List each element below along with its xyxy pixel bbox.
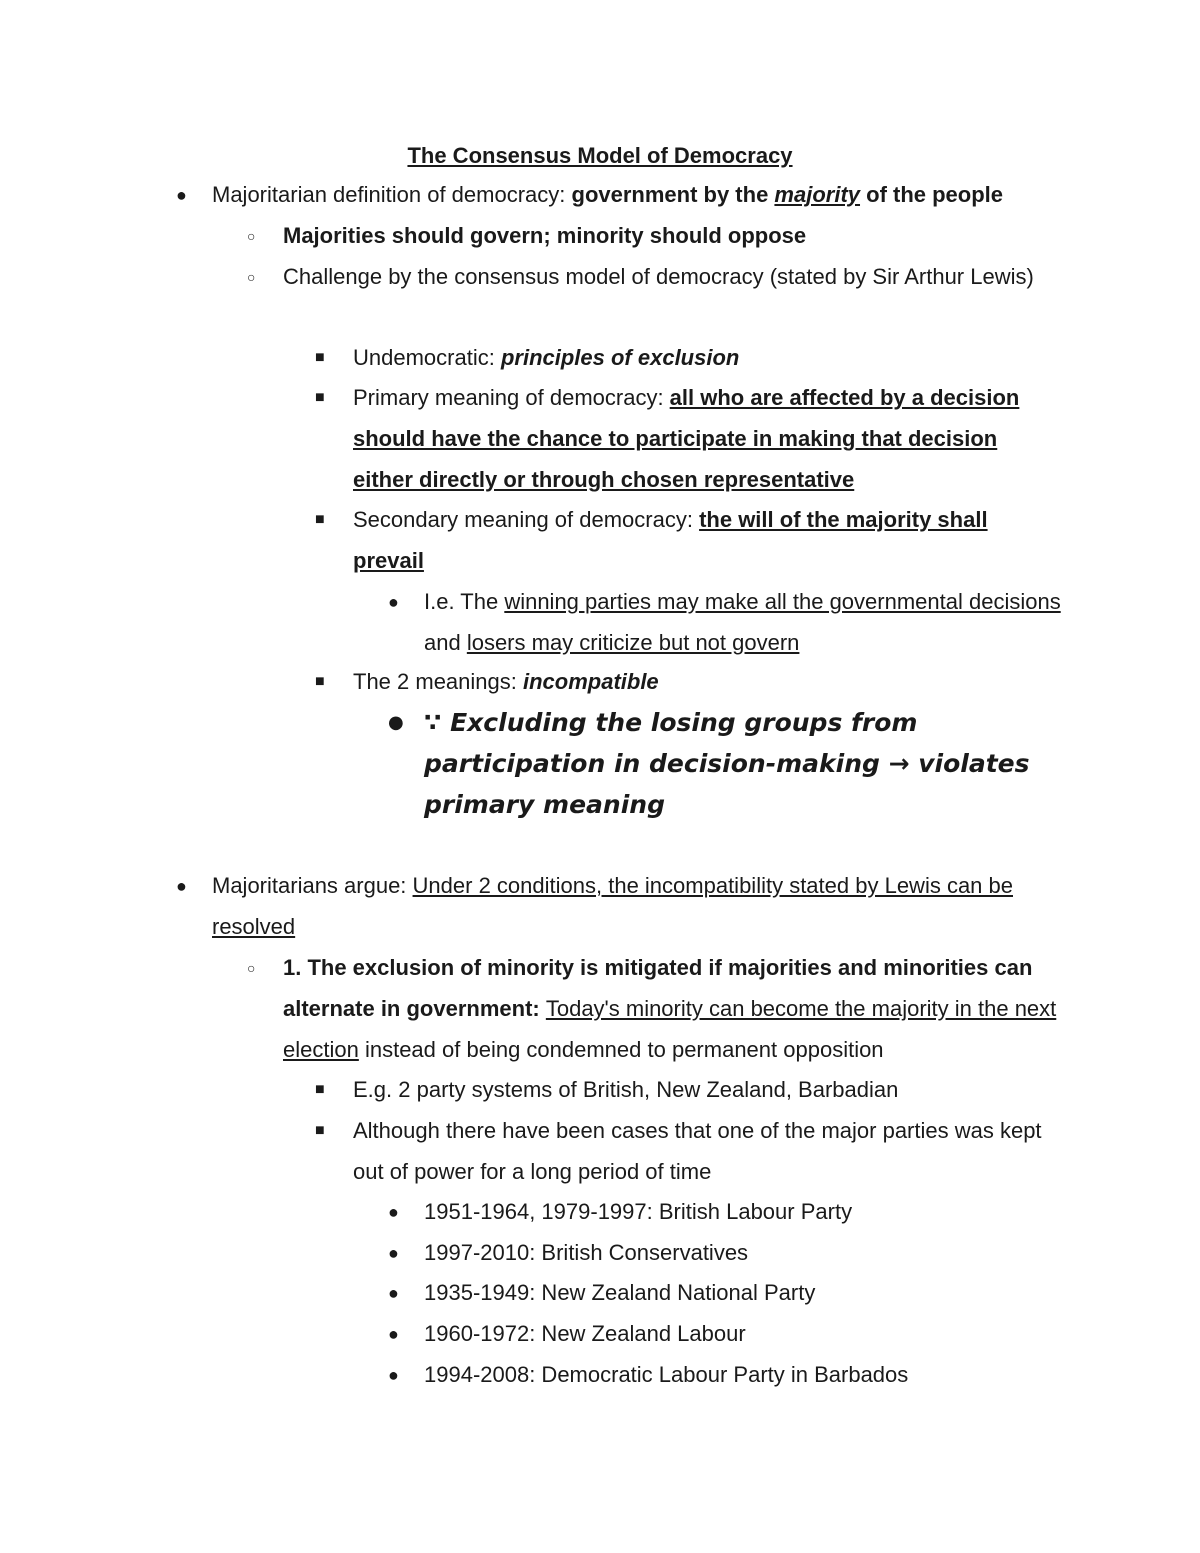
list-item-text bbox=[424, 1355, 1064, 1396]
text-segment: 1997-2010: British Conservatives bbox=[424, 1240, 749, 1265]
text-segment: government by the bbox=[571, 182, 775, 207]
text-segment: ∵ Excluding the losing groups from participation in decision-making → violates primary meaning bbox=[424, 708, 1030, 819]
list-item-text bbox=[353, 378, 1063, 500]
bullet-icon: ● bbox=[388, 1324, 399, 1344]
text-segment: Secondary meaning of democracy: bbox=[353, 507, 700, 532]
list-item-text bbox=[424, 1314, 1064, 1355]
text-segment: Challenge by the consensus model of democracy (stated by Sir Arthur Lewis) bbox=[283, 264, 1034, 289]
list-item-level-3 bbox=[388, 703, 1064, 825]
list-item-level-3 bbox=[388, 1192, 1064, 1233]
list-item-text bbox=[424, 1192, 1064, 1233]
list-item-text bbox=[424, 1273, 1064, 1314]
document-title: The Consensus Model of Democracy bbox=[407, 143, 793, 168]
text-segment: Undemocratic: bbox=[353, 345, 501, 370]
list-item-level-0 bbox=[176, 175, 1072, 216]
bullet-icon: ■ bbox=[315, 1081, 325, 1098]
list-item-text bbox=[283, 948, 1063, 1070]
text-segment: 1. The exclusion of minority is mitigated if majorities and minorities can alternate in government: bbox=[283, 955, 1033, 1021]
text-segment: E.g. 2 party systems of British, New Zealand, Barbadian bbox=[353, 1077, 899, 1102]
text-segment: Majoritarian definition of democracy: bbox=[212, 182, 572, 207]
bullet-icon: ■ bbox=[315, 389, 325, 406]
bullet-icon: ■ bbox=[315, 511, 325, 528]
bullet-icon: ■ bbox=[315, 349, 325, 366]
bullet-icon: ○ bbox=[247, 960, 256, 976]
list-item-level-3 bbox=[388, 1273, 1064, 1314]
text-segment: incompatible bbox=[522, 669, 659, 694]
list-item-text bbox=[424, 703, 1064, 825]
text-segment: instead of being condemned to permanent opposition bbox=[358, 1036, 884, 1062]
list-item-text bbox=[353, 500, 1063, 582]
text-segment: 1960-1972: New Zealand Labour bbox=[424, 1321, 746, 1346]
list-item-text bbox=[353, 1111, 1063, 1193]
list-item-level-2 bbox=[315, 662, 1063, 703]
list-item-text bbox=[353, 338, 1063, 379]
bullet-icon: ● bbox=[176, 185, 187, 205]
list-item-text bbox=[353, 662, 1063, 703]
text-segment: 1935-1949: New Zealand National Party bbox=[424, 1280, 816, 1305]
text-segment: majority bbox=[774, 182, 861, 207]
bullet-icon: ● bbox=[388, 1243, 399, 1263]
text-segment: principles of exclusion bbox=[500, 345, 740, 370]
bullet-icon: ● bbox=[388, 712, 404, 733]
bullet-icon: ● bbox=[388, 592, 399, 612]
list-item-level-3 bbox=[388, 1233, 1064, 1274]
list-item-text bbox=[283, 257, 1063, 298]
text-segment: Majoritarians argue: bbox=[212, 873, 413, 898]
text-segment: The 2 meanings: bbox=[353, 669, 523, 694]
list-item-level-3 bbox=[388, 1355, 1064, 1396]
list-item-level-3 bbox=[388, 1314, 1064, 1355]
list-item-text bbox=[424, 1233, 1064, 1274]
text-segment: 1994-2008: Democratic Labour Party in Barbados bbox=[424, 1362, 909, 1387]
list-item-level-1 bbox=[247, 948, 1063, 1070]
text-segment: 1951-1964, 1979-1997: British Labour Party bbox=[424, 1199, 853, 1224]
bullet-icon: ○ bbox=[247, 228, 256, 244]
list-item-level-2 bbox=[315, 338, 1063, 379]
list-item-text bbox=[353, 1070, 1063, 1111]
list-item-level-2 bbox=[315, 1111, 1063, 1193]
text-segment: the will of the majority shall prevail bbox=[353, 507, 988, 573]
text-segment: Under 2 conditions, the incompatibility stated by Lewis can be resolved bbox=[212, 873, 1013, 939]
bullet-icon: ○ bbox=[247, 269, 256, 285]
list-item-text bbox=[212, 175, 1072, 216]
text-segment: Today's minority can become the majority in the next election bbox=[283, 995, 1057, 1062]
bullet-icon: ■ bbox=[315, 1122, 325, 1139]
list-item-level-2 bbox=[315, 378, 1063, 500]
bullet-icon: ■ bbox=[315, 673, 325, 690]
text-segment: of the people bbox=[860, 182, 1004, 207]
text-segment: Although there have been cases that one of the major parties was kept out of power for a long period of time bbox=[353, 1118, 1042, 1184]
text-segment: Primary meaning of democracy: bbox=[353, 385, 670, 410]
text-segment: winning parties may make all the governmental decisions bbox=[504, 589, 1061, 614]
text-segment: and bbox=[424, 629, 467, 655]
list-item-text bbox=[424, 582, 1064, 664]
list-item-level-2 bbox=[315, 1070, 1063, 1111]
list-item-level-1 bbox=[247, 257, 1063, 298]
list-item-level-1 bbox=[247, 216, 1063, 257]
bullet-icon: ● bbox=[388, 1365, 399, 1385]
list-item-level-2 bbox=[315, 500, 1063, 582]
list-item-text bbox=[212, 866, 1072, 948]
text-segment: Majorities should govern; minority should oppose bbox=[283, 223, 807, 248]
bullet-icon: ● bbox=[176, 876, 187, 896]
list-item-text bbox=[283, 216, 1063, 257]
list-item-level-0 bbox=[176, 866, 1072, 948]
text-segment: losers may criticize but not govern bbox=[466, 629, 800, 655]
text-segment: I.e. The bbox=[424, 589, 505, 614]
bullet-icon: ● bbox=[388, 1283, 399, 1303]
list-item-level-3 bbox=[388, 582, 1064, 664]
bullet-icon: ● bbox=[388, 1202, 399, 1222]
text-segment: all who are affected by a decision should have the chance to participate in making that decision either directly or through chosen representative bbox=[353, 385, 1020, 492]
